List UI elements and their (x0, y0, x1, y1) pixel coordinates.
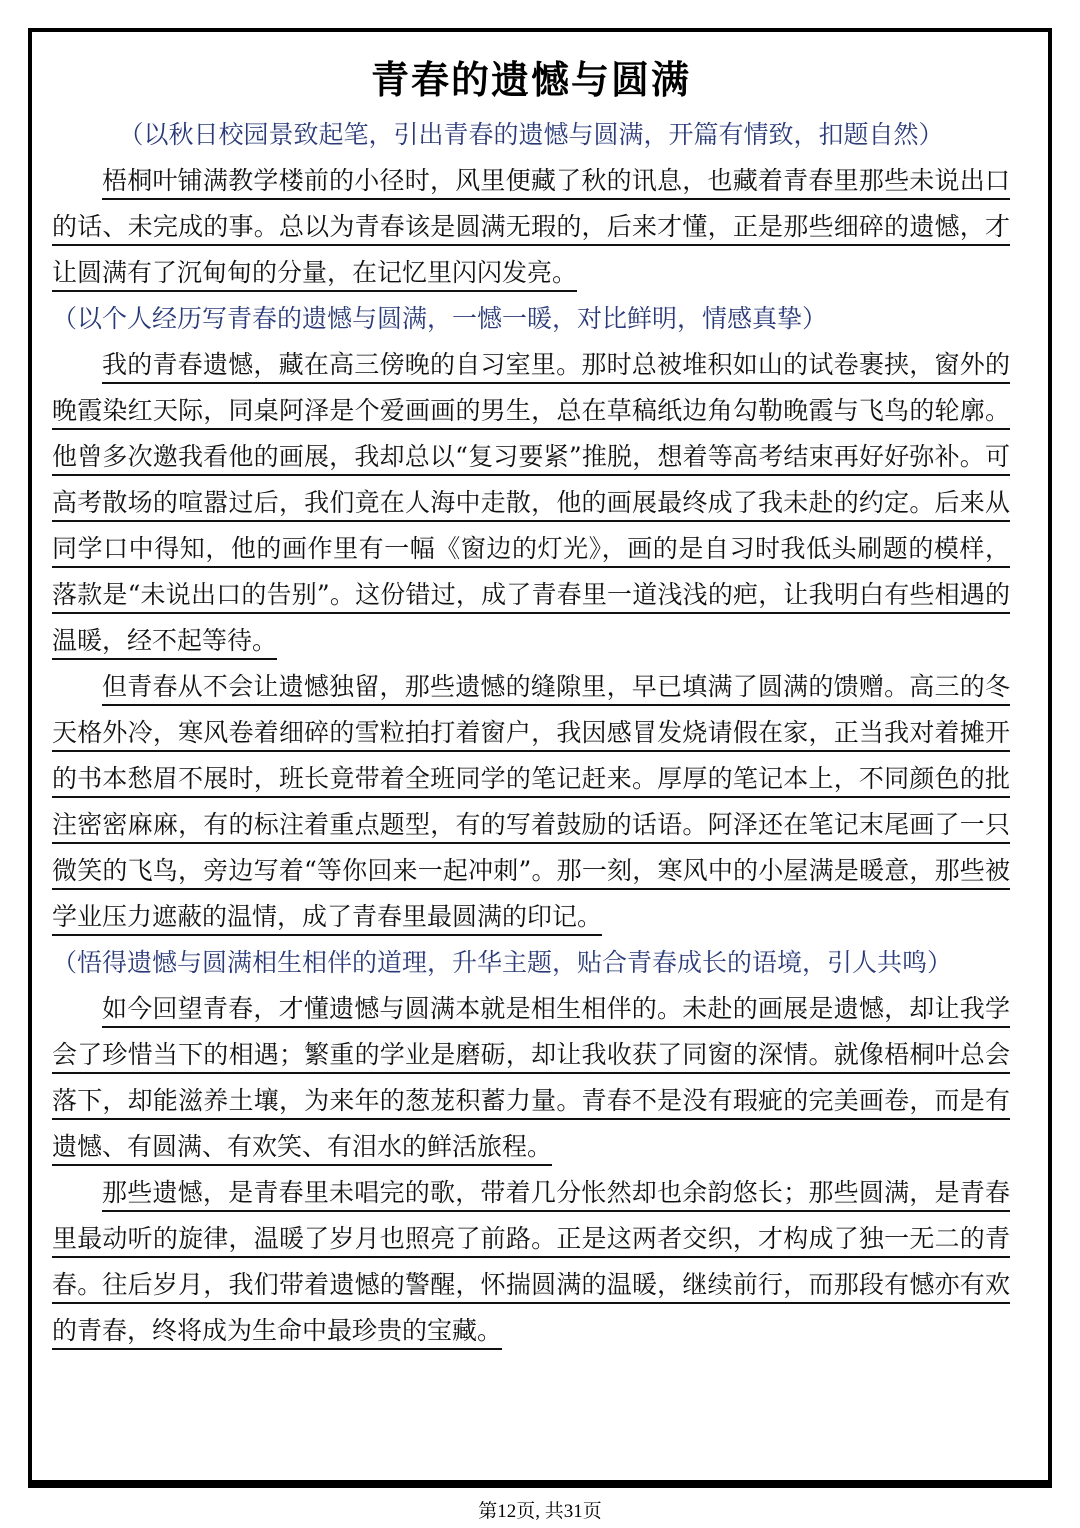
paragraph-4-text: 如今回望青春，才懂遗憾与圆满本就是相生相伴的。未赴的画展是遗憾，却让我学会了珍惜当下的相遇；繁重的学业是磨砺，却让我收获了同窗的深情。就像梧桐叶总会落下，却能滋养土壤，为来年的葱茏积蓄力量。青春不是没有瑕疵的完美画卷，而是有遗憾、有圆满、有欢笑、有泪水的鲜活旅程。 (52, 994, 1010, 1161)
paragraph-1 (52, 158, 1010, 296)
essay-title: 青春的遗憾与圆满 (370, 57, 691, 102)
annotation-3: （悟得遗憾与圆满相生相伴的道理，升华主题，贴合青春成长的语境，引人共鸣） (52, 948, 953, 977)
paragraph-4 (52, 986, 1010, 1170)
document-body (52, 54, 1010, 1354)
paragraph-5 (52, 1170, 1010, 1354)
paragraph-1-text: 梧桐叶铺满教学楼前的小径时，风里便藏了秋的讯息，也藏着青春里那些未说出口的话、未完成的事。总以为青春该是圆满无瑕的，后来才懂，正是那些细碎的遗憾，才让圆满有了沉甸甸的分量，在记忆里闪闪发亮。 (52, 166, 1010, 287)
paragraph-2-text: 我的青春遗憾，藏在高三傍晚的自习室里。那时总被堆积如山的试卷裹挟，窗外的晚霞染红天际，同桌阿泽是个爱画画的男生，总在草稿纸边角勾勒晚霞与飞鸟的轮廓。他曾多次邀我看他的画展，我却总以“复习要紧”推脱，想着等高考结束再好好弥补。可高考散场的喧嚣过后，我们竟在人海中走散，他的画展最终成了我未赴的约定。后来从同学口中得知，他的画作里有一幅《窗边的灯光》，画的是自习时我低头刷题的模样，落款是“未说出口的告别”。这份错过，成了青春里一道浅浅的疤，让我明白有些相遇的温暖，经不起等待。 (52, 350, 1010, 655)
paragraph-2 (52, 342, 1010, 664)
paragraph-3-text: 但青春从不会让遗憾独留，那些遗憾的缝隙里，早已填满了圆满的馈赠。高三的冬天格外冷，寒风卷着细碎的雪粒拍打着窗户，我因感冒发烧请假在家，正当我对着摊开的书本愁眉不展时，班长竟带着全班同学的笔记赶来。厚厚的笔记本上，不同颜色的批注密密麻麻，有的标注着重点题型，有的写着鼓励的话语。阿泽还在笔记末尾画了一只微笑的飞鸟，旁边写着“等你回来一起冲刺”。那一刻，寒风中的小屋满是暖意，那些被学业压力遮蔽的温情，成了青春里最圆满的印记。 (52, 672, 1010, 931)
annotation-1: （以秋日校园景致起笔，引出青春的遗憾与圆满，开篇有情致，扣题自然） (118, 120, 944, 149)
paragraph-3 (52, 664, 1010, 940)
page-footer: 第12页, 共31页 (478, 1501, 602, 1522)
annotation-2: （以个人经历写青春的遗憾与圆满，一憾一暖，对比鲜明，情感真挚） (52, 304, 828, 333)
paragraph-5-text: 那些遗憾，是青春里未唱完的歌，带着几分怅然却也余韵悠长；那些圆满，是青春里最动听的旋律，温暖了岁月也照亮了前路。正是这两者交织，才构成了独一无二的青春。往后岁月，我们带着遗憾的警醒，怀揣圆满的温暖，继续前行，而那段有憾亦有欢的青春，终将成为生命中最珍贵的宝藏。 (52, 1178, 1010, 1345)
